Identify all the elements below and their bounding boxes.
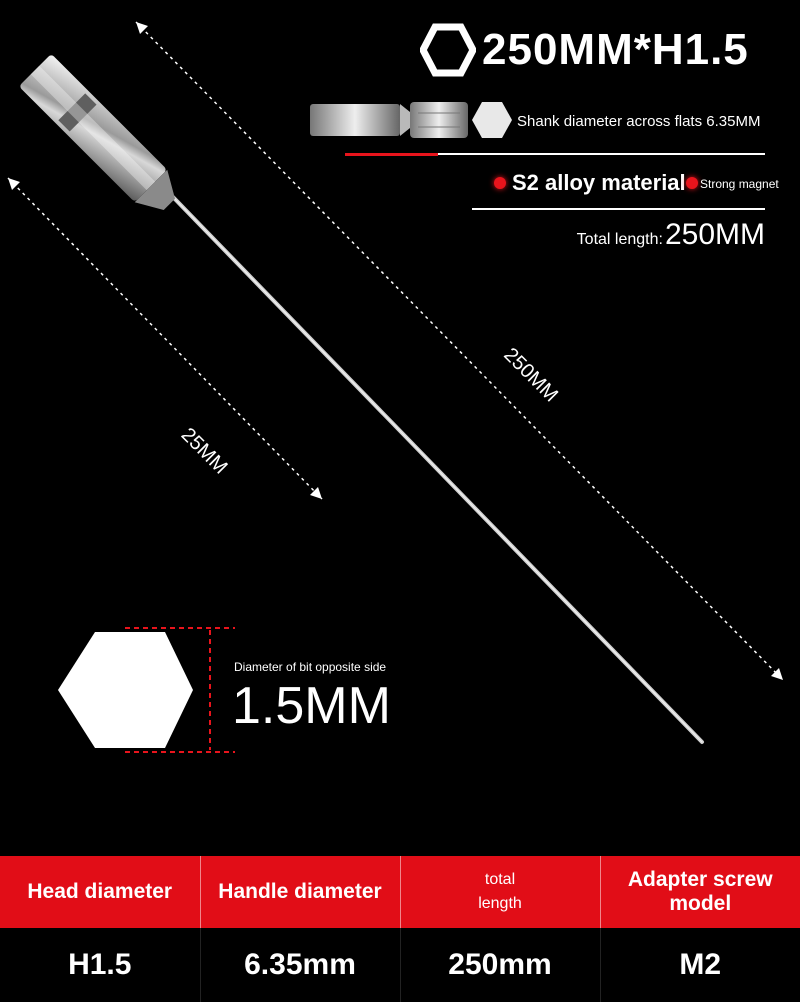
- table-header: [400, 856, 600, 928]
- table-cell: 6.35mm: [200, 928, 400, 1002]
- shaft-length-label: 25MM: [176, 423, 232, 479]
- hex-tip-detail: [55, 622, 395, 762]
- hexagon-icon: [55, 622, 245, 762]
- magnet-label: Strong magnet: [700, 177, 779, 191]
- bullet-icon: [494, 177, 506, 189]
- spec-table: [0, 856, 800, 1002]
- feature-row: [490, 168, 800, 202]
- divider-accent: [345, 153, 438, 156]
- table-cell: H1.5: [0, 928, 200, 1002]
- table-row: [0, 928, 800, 1002]
- total-length-label: Total length:: [576, 231, 663, 248]
- tip-diameter-caption: Diameter of bit opposite side: [234, 660, 387, 674]
- total-length-value: 250MM: [664, 218, 765, 251]
- total-length: [577, 218, 765, 252]
- table-header: Head diameter: [0, 856, 200, 928]
- title: [420, 18, 749, 82]
- product-title: 250MM*H1.5: [482, 25, 749, 74]
- table-header-line: length: [478, 895, 522, 912]
- table-header: Adapter screw model: [600, 856, 800, 928]
- overall-length-label: 250MM: [499, 343, 563, 407]
- bullet-icon: [686, 177, 698, 189]
- divider: [472, 208, 765, 210]
- table-header-row: [0, 856, 800, 928]
- table-cell: 250mm: [400, 928, 600, 1002]
- material-label: S2 alloy material: [512, 170, 686, 195]
- table-header-line: total: [484, 871, 516, 888]
- table-header: Handle diameter: [200, 856, 400, 928]
- tip-diameter-value: 1.5MM: [232, 677, 391, 735]
- shank-diameter-label: Shank diameter across flats 6.35MM: [517, 113, 761, 130]
- shank-spec-row: [310, 98, 780, 142]
- table-cell: M2: [600, 928, 800, 1002]
- hexagon-icon: [420, 22, 476, 78]
